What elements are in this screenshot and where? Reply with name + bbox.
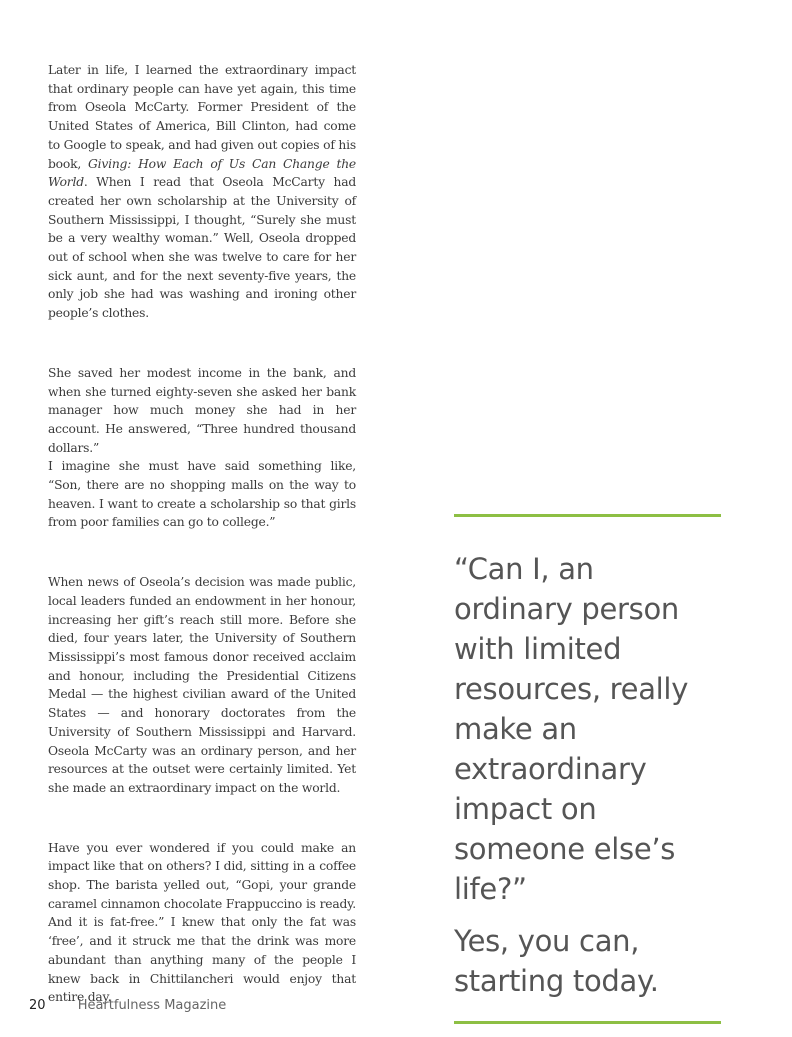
paragraph-1-text-a: Later in life, I learned the extraordinary impact that ordinary people can have yet again, this time from Oseola McCarty. Former President of the United States of America, Bill Clinton, had come to Google to speak, and had given out copies of his book, (48, 63, 356, 171)
paragraph-1-text-b: . When I read that Oseola McCarty had created her own scholarship at the University of Southern Mississippi, I thought, “Surely she must be a very wealthy woman.” Well, Oseola dropped out of school when she was twelve to care for her sick aunt, and for the next seventy-five years, the only job she had was washing and ironing other people’s clothes. (48, 175, 356, 321)
article-body (48, 61, 356, 1007)
paragraph-spacer (48, 532, 356, 573)
paragraph-spacer (48, 798, 356, 839)
paragraph-4: Have you ever wondered if you could make an impact like that on others? I did, sitting in a coffee shop. The barista yelled out, “Gopi, your grande caramel cinnamon chocolate Frappuccino is ready. And it is fat-free.” I knew that only the fat was ‘free’, and it struck me that the drink was more abundant than anything many of the people I knew back in Chittilancheri would enjoy that entire day. (48, 840, 356, 1005)
paragraph-1 (48, 61, 356, 323)
pull-quote-question: “Can I, an ordinary person with limited resources, really make an extraordinary impact on someone else’s life?” (454, 552, 689, 906)
book-title: Giving: How Each of Us Can Change the World (48, 156, 356, 190)
page-number: 20 (29, 998, 46, 1013)
paragraph-3: When news of Oseola’s decision was made public, local leaders funded an endowment in her honour, increasing her gift’s reach still more. Before she died, four years later, the University of Southern Mississippi’s most famous donor received acclaim and honour, including the Presidential Citizens Medal — the highest civilian award of the United States — and honorary doctorates from the University of Southern Mississippi and Harvard. Oseola McCarty was an ordinary person, and her resources at the outset were certainly limited. Yet she made an extraordinary impact on the world. (48, 575, 356, 795)
pull-quote-top-rule (454, 514, 721, 517)
pull-quote (454, 514, 721, 1024)
pull-quote-answer: Yes, you can, starting today. (454, 924, 659, 998)
paragraph-spacer (48, 323, 356, 364)
magazine-name: Heartfulness Magazine (77, 998, 227, 1013)
paragraph-2a: She saved her modest income in the bank, and when she turned eighty-seven she asked her bank manager how much money she had in her account. He answered, “Three hundred thousand dollars.” (48, 365, 356, 455)
pull-quote-bottom-rule (454, 1021, 721, 1024)
paragraph-2b: I imagine she must have said something like, “Son, there are no shopping malls on the way to heaven. I want to create a scholarship so that girls from poor families can go to college.” (48, 459, 356, 530)
page-footer (29, 997, 226, 1015)
